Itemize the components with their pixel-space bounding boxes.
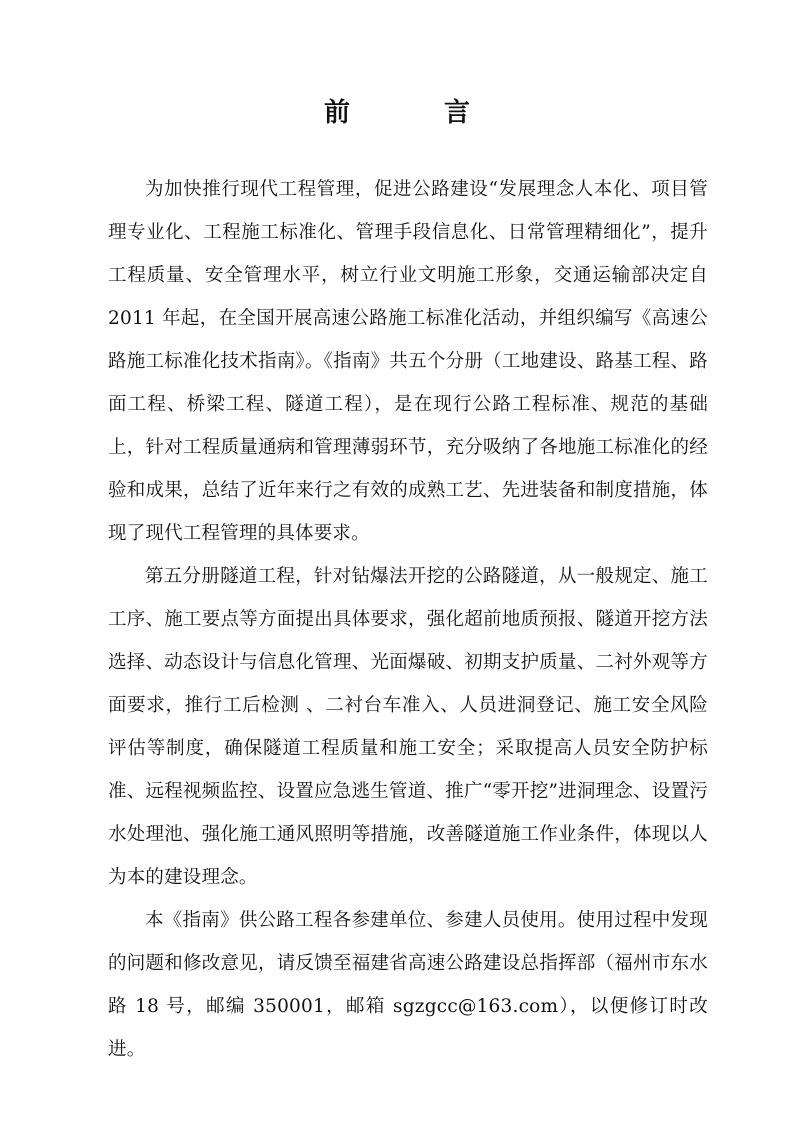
paragraph-tunnel-volume: 第五分册隧道工程，针对钻爆法开挖的公路隧道，从一般规定、施工工序、施工要点等方面提出具体要求，强化超前地质预报、隧道开挖方法选择、动态设计与信息化管理、光面爆破、初期支护质量、二衬外观等方面要求，推行工后检测 、二衬台车准入、人员进洞登记、施工安全风险评估等制度，确保隧道工程质量和施工安全；采取提高人员安全防护标准、远程视频监控、设置应急逃生管道、推广“零开挖”进洞理念、设置污水处理池、强化施工通风照明等措施，改善隧道施工作业条件，体现以人为本的建设理念。 bbox=[108, 566, 708, 888]
page-title: 前 言 bbox=[323, 98, 504, 128]
paragraph-feedback: 本《指南》供公路工程各参建单位、参建人员使用。使用过程中发现的问题和修改意见，请反馈至福建省高速公路建设总指挥部（福州市东水路 18 号，邮编 350001，邮箱 sgzgcc@163.com），以便修订时改进。 bbox=[108, 910, 708, 1060]
document-body bbox=[108, 168, 708, 1071]
paragraph-intro: 为加快推行现代工程管理，促进公路建设“发展理念人本化、项目管理专业化、工程施工标准化、管理手段信息化、日常管理精细化”，提升工程质量、安全管理水平，树立行业文明施工形象，交通运输部决定自 2011 年起，在全国开展高速公路施工标准化活动，并组织编写《高速公路施工标准化技术指南》。《指南》共五个分册（工地建设、路基工程、路面工程、桥梁工程、隧道工程），是在现行公路工程标准、规范的基础上，针对工程质量通病和管理薄弱环节，充分吸纳了各地施工标准化的经验和成果，总结了近年来行之有效的成熟工艺、先进装备和制度措施，体现了现代工程管理的具体要求。 bbox=[108, 179, 708, 544]
